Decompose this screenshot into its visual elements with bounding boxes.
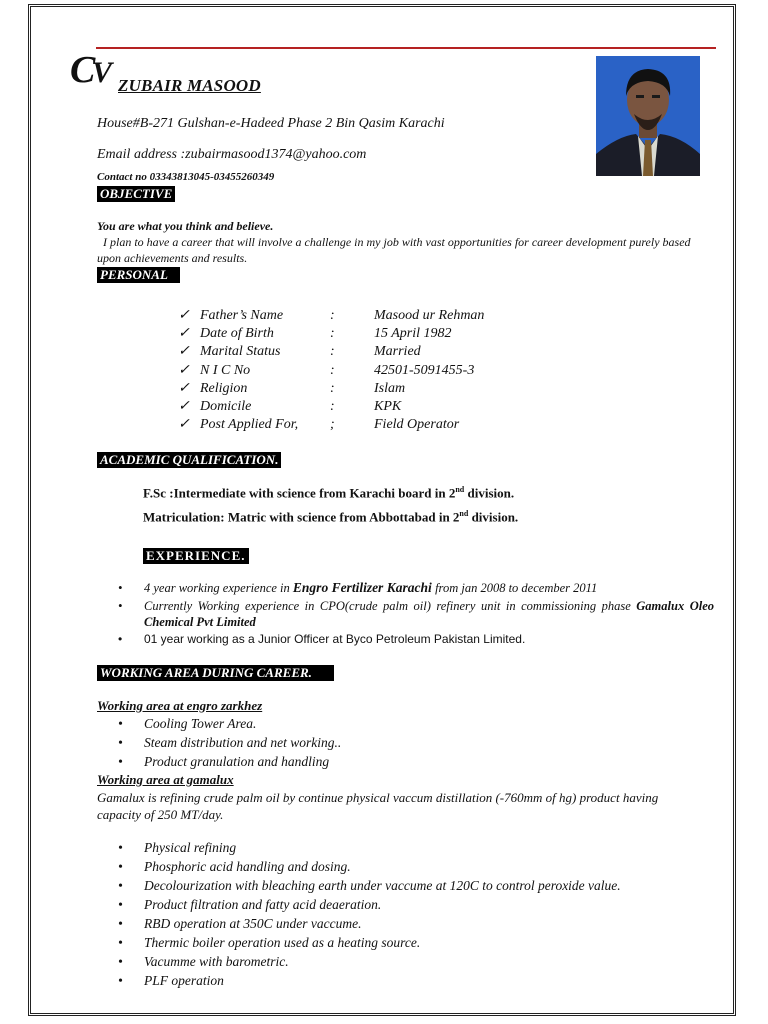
- checkmark-icon: ✓: [178, 326, 190, 342]
- personal-row: [178, 380, 598, 398]
- candidate-name: ZUBAIR MASOOD: [118, 76, 261, 95]
- personal-separator: ;: [330, 417, 335, 433]
- experience-company: Gamalux Oleo Chemical Pvt Limited: [144, 599, 715, 629]
- svg-text:V: V: [92, 56, 113, 89]
- list-item-text: Product granulation and handling: [144, 754, 330, 769]
- personal-value: KPK: [374, 399, 402, 414]
- experience-item: [118, 631, 714, 647]
- list-item-text: PLF operation: [144, 973, 224, 988]
- svg-text:C: C: [70, 52, 96, 91]
- personal-row: [178, 416, 598, 434]
- personal-separator: :: [330, 362, 335, 378]
- checkmark-icon: ✓: [178, 362, 190, 378]
- personal-value: 15 April 1982: [374, 326, 452, 342]
- personal-row: [178, 307, 598, 325]
- list-item: [118, 716, 708, 734]
- academic-item-text: F.Sc :Intermediate with science from Karachi board in 2: [143, 485, 456, 501]
- list-item: [118, 897, 708, 915]
- list-item: [118, 878, 708, 896]
- section-working-area-heading: WORKING AREA DURING CAREER.: [97, 665, 334, 681]
- list-item-text: Phosphoric acid handling and dosing.: [144, 859, 351, 874]
- list-item-text: Physical refining: [144, 840, 237, 855]
- bullet-icon: •: [118, 632, 123, 646]
- list-item: [118, 935, 708, 953]
- list-item-text: RBD operation at 350C under vaccume.: [144, 916, 362, 931]
- personal-value: Islam: [374, 380, 406, 396]
- personal-value: Masood ur Rehman: [374, 308, 485, 323]
- email: Email address :zubairmasood1374@yahoo.com: [97, 147, 367, 162]
- experience-item: [118, 580, 714, 596]
- bullet-icon: •: [118, 897, 123, 912]
- bullet-icon: •: [118, 973, 123, 988]
- academic-item-suffix: division.: [464, 485, 515, 501]
- personal-label: Religion: [200, 380, 248, 396]
- list-item: [118, 916, 708, 934]
- personal-label: Father’s Name: [200, 308, 284, 323]
- bullet-icon: •: [118, 754, 123, 769]
- list-item-text: Steam distribution and net working..: [144, 735, 342, 750]
- list-item-text: Product filtration and fatty acid deaeration.: [144, 897, 382, 912]
- personal-separator: :: [330, 308, 335, 323]
- academic-item-sup: nd: [459, 509, 469, 518]
- list-item: [118, 973, 708, 991]
- personal-value: 42501-5091455-3: [374, 362, 475, 378]
- personal-separator: :: [330, 380, 335, 396]
- checkmark-icon: ✓: [178, 344, 190, 360]
- section-experience-heading: EXPERIENCE.: [143, 548, 249, 564]
- personal-value: Married: [374, 344, 421, 360]
- personal-label: N I C No: [200, 362, 251, 378]
- profile-photo: [596, 56, 700, 176]
- academic-item-text: Matriculation: Matric with science from Abbottabad in 2: [143, 509, 460, 525]
- checkmark-icon: ✓: [178, 399, 190, 414]
- bullet-icon: •: [118, 935, 123, 950]
- academic-item-sup: nd: [455, 485, 465, 494]
- list-item: [118, 859, 708, 877]
- personal-separator: :: [330, 326, 335, 342]
- section-objective-heading: OBJECTIVE: [97, 186, 175, 202]
- bullet-icon: •: [118, 599, 123, 613]
- experience-company: Engro Fertilizer Karachi: [292, 580, 436, 595]
- checkmark-icon: ✓: [178, 380, 190, 396]
- academic-item-matric: [143, 509, 518, 525]
- list-item-text: Thermic boiler operation used as a heating source.: [144, 935, 421, 950]
- checkmark-icon: ✓: [178, 417, 190, 433]
- list-item: [118, 954, 708, 972]
- gamalux-area-heading: Working area at gamalux: [97, 772, 234, 787]
- experience-text: 4 year working experience in: [144, 581, 293, 595]
- personal-label: Marital Status: [200, 344, 281, 360]
- experience-text: 01 year working as a Junior Officer at Byco Petroleum Pakistan Limited.: [144, 632, 526, 646]
- bullet-icon: •: [118, 954, 123, 969]
- personal-row: [178, 343, 598, 361]
- personal-row: [178, 325, 598, 343]
- personal-value: Field Operator: [374, 417, 460, 433]
- section-personal-heading: PERSONAL: [97, 267, 180, 283]
- experience-period: from jan 2008 to december 2011: [435, 581, 598, 595]
- header-rule: [96, 47, 716, 49]
- address: House#B-271 Gulshan-e-Hadeed Phase 2 Bin Qasim Karachi: [97, 116, 445, 131]
- experience-item: [118, 598, 714, 630]
- personal-row: [178, 398, 598, 416]
- personal-separator: :: [330, 399, 335, 414]
- bullet-icon: •: [118, 840, 123, 855]
- contact-number: Contact no 03343813045-03455260349: [97, 171, 275, 183]
- list-item-text: Vacumme with barometric.: [144, 954, 289, 969]
- gamalux-description: Gamalux is refining crude palm oil by continue physical vaccum distillation (-760mm of hg) product having capacity of 250 MT/day.: [97, 790, 659, 822]
- personal-label: Domicile: [200, 399, 252, 414]
- experience-text: Currently Working experience in CPO(crude palm oil) refinery unit in commissioning phase: [144, 599, 637, 613]
- section-academic-heading: ACADEMIC QUALIFICATION.: [97, 452, 281, 468]
- bullet-icon: •: [118, 878, 123, 893]
- personal-separator: :: [330, 344, 335, 360]
- bullet-icon: •: [118, 716, 123, 731]
- checkmark-icon: ✓: [178, 308, 190, 323]
- bullet-icon: •: [118, 735, 123, 750]
- academic-item-fsc: [143, 485, 514, 501]
- bullet-icon: •: [118, 916, 123, 931]
- list-item: [118, 754, 708, 772]
- bullet-icon: •: [118, 859, 123, 874]
- bullet-icon: •: [118, 581, 123, 595]
- objective-text: [97, 234, 692, 266]
- personal-row: [178, 362, 598, 380]
- personal-label: Post Applied For,: [200, 417, 299, 433]
- personal-label: Date of Birth: [200, 326, 274, 342]
- list-item: [118, 840, 708, 858]
- academic-item-suffix: division.: [468, 509, 519, 525]
- engro-area-heading: Working area at engro zarkhez: [97, 698, 263, 713]
- list-item: [118, 735, 708, 753]
- objective-tagline: You are what you think and believe.: [97, 219, 274, 233]
- objective-text-content: I plan to have a career that will involve a challenge in my job with vast opportunities for career development purely based upon achievements and results.: [97, 235, 691, 265]
- list-item-text: Cooling Tower Area.: [144, 716, 257, 731]
- list-item-text: Decolourization with bleaching earth under vaccume at 120C to control peroxide value.: [144, 878, 621, 893]
